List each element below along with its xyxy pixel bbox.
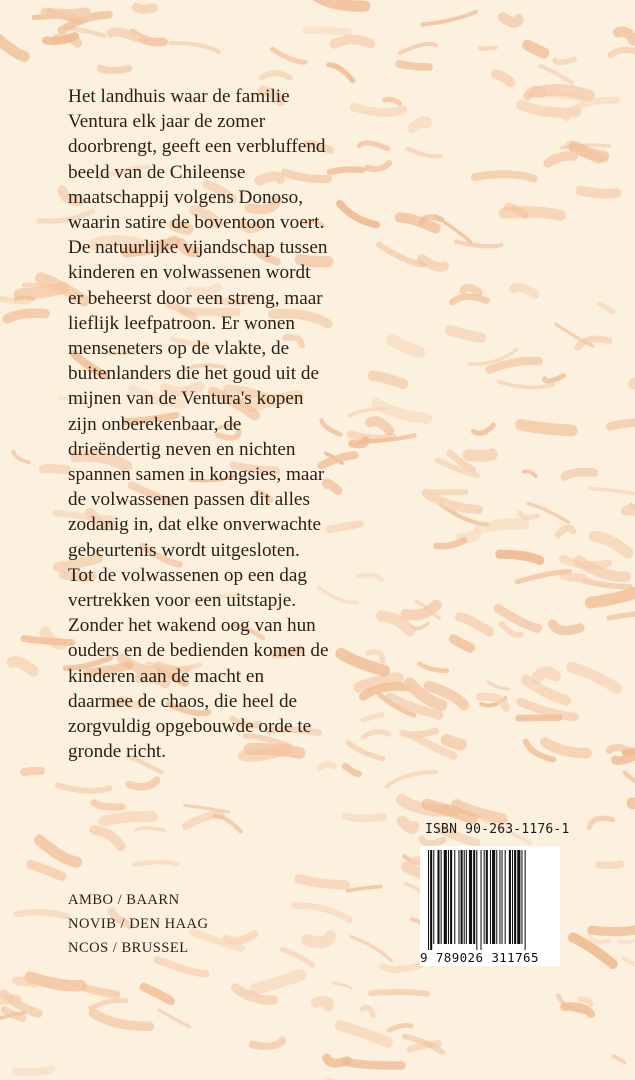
blurb-line: lieflijk leefpatroon. Er wonen [68,312,295,334]
texture-stroke [626,510,635,514]
texture-stroke [460,617,490,632]
publisher-list [68,888,209,960]
texture-stroke [537,672,555,678]
barcode-bar [502,850,503,944]
texture-stroke [456,241,501,246]
texture-stroke [503,17,518,22]
blurb-line: buitenlanders die het goud uit de [68,363,319,385]
texture-stroke [412,624,428,629]
texture-stroke [500,554,540,560]
texture-stroke [504,212,560,215]
blurb-line: zodanig in, dat elke onverwachte [68,514,322,536]
blurb-line: mijnen van de Ventura's kopen [68,388,304,410]
blurb-line: maatschappij volgens Donoso, [68,186,304,208]
blurb-text [68,84,378,764]
texture-stroke [589,818,613,827]
texture-stroke [12,661,33,671]
texture-stroke [272,49,304,62]
texture-stroke [591,591,635,602]
texture-stroke [488,682,508,689]
texture-stroke [379,245,423,265]
texture-stroke [595,536,628,552]
texture-stroke [347,1062,402,1066]
texture-stroke [384,99,399,103]
texture-stroke [100,68,128,70]
texture-stroke [475,174,534,178]
texture-stroke [574,147,603,157]
texture-stroke [226,934,254,941]
texture-stroke [420,664,447,671]
texture-stroke [16,297,34,299]
barcode-bar [486,850,488,944]
texture-stroke [348,887,381,891]
texture-stroke [383,965,421,970]
barcode-bar [461,850,463,944]
texture-stroke [611,50,635,55]
texture-stroke [555,59,574,62]
texture-stroke [502,624,521,635]
texture-stroke [377,404,427,419]
texture-stroke [362,1007,373,1015]
texture-stroke [345,766,358,774]
texture-stroke [157,960,206,974]
texture-stroke [94,1013,150,1026]
texture-stroke [545,376,564,381]
texture-stroke [537,90,589,95]
texture-stroke [450,330,481,337]
texture-stroke [256,975,301,989]
texture-stroke [407,149,440,157]
texture-stroke [320,764,334,768]
blurb-line: Het landhuis waar de familie [68,86,290,107]
texture-stroke [625,773,635,788]
texture-stroke [528,45,544,53]
barcode-bar [521,850,522,944]
texture-stroke [618,32,633,40]
texture-stroke [572,667,617,688]
texture-stroke [262,73,290,78]
blurb-line: zorgvuldig opgebouwde orde te [68,716,312,738]
texture-stroke [371,992,427,994]
texture-stroke [104,816,152,821]
texture-stroke [610,422,635,426]
publisher-ncos: NCOS / BRUSSEL [68,940,189,956]
barcode-bar [499,850,500,944]
texture-stroke [392,341,419,353]
barcode-bar [496,850,497,944]
barcode-bar [512,850,513,944]
texture-stroke [0,36,24,57]
barcode-bar [514,850,516,944]
texture-stroke [31,864,62,876]
texture-stroke [329,65,353,81]
texture-stroke [565,472,594,476]
texture-stroke [24,639,72,643]
texture-stroke [316,1001,328,1006]
texture-stroke [185,805,229,812]
texture-stroke [58,785,110,791]
texture-stroke [16,1069,52,1072]
texture-stroke [135,862,177,865]
texture-stroke [469,454,492,456]
texture-stroke [496,74,510,82]
texture-stroke [463,287,479,292]
texture-stroke [345,816,383,818]
texture-stroke [437,540,464,546]
texture-stroke [94,830,121,846]
texture-stroke [94,803,122,807]
texture-stroke [556,324,593,346]
blurb-line: spannen samen in kongsies, maar [68,464,325,486]
isbn-block [420,822,570,965]
texture-stroke [523,471,535,476]
texture-stroke [453,297,487,302]
texture-stroke [623,958,635,978]
publisher-novib: NOVIB / DEN HAAG [68,916,209,932]
blurb-line: er beheerst door een streng, maar [68,287,323,309]
blurb-line: daarmee de chaos, die heel de [68,690,298,712]
texture-stroke [422,259,444,267]
blurb-line: doorbrengt, geeft een verbluffend [68,136,326,158]
texture-stroke [136,828,164,830]
texture-stroke [580,191,616,194]
texture-stroke [548,156,573,163]
barcode-bar [509,850,511,944]
blurb-line: zijn onberekenbaar, de [68,413,242,435]
texture-stroke [159,1010,189,1027]
texture-stroke [513,287,535,294]
texture-stroke [545,743,587,754]
texture-stroke [521,425,572,431]
texture-stroke [282,949,312,965]
texture-stroke [558,528,573,535]
barcode-bar [433,850,434,944]
texture-stroke [299,879,345,885]
texture-stroke [402,821,414,828]
texture-stroke [599,864,621,865]
texture-stroke [334,40,370,44]
barcode [420,846,560,966]
texture-stroke [625,750,635,753]
isbn-label: ISBN 90-263-1176-1 [425,822,570,837]
blurb-line: de volwassenen passen dit alles [68,489,310,511]
barcode-bar [454,850,455,944]
texture-stroke [613,1056,624,1062]
barcode-bar [458,850,459,944]
texture-stroke [540,66,572,83]
texture-stroke [615,755,635,760]
barcode-bar [444,850,447,944]
texture-stroke [46,36,75,41]
texture-stroke [352,937,392,961]
texture-stroke [16,981,35,983]
barcode-bar [448,850,449,944]
barcode-bar [464,850,465,944]
blurb-line: drieëndertig neven en nichten [68,438,296,460]
texture-stroke [389,1025,411,1030]
barcode-bar [437,850,439,944]
texture-stroke [609,612,635,618]
texture-stroke [13,452,29,463]
texture-stroke [24,771,41,772]
texture-stroke [473,425,493,433]
texture-stroke [454,639,470,648]
texture-stroke [529,504,569,523]
texture-stroke [85,988,116,994]
texture-stroke [426,493,478,510]
blurb-line: ouders en de bedienden komen de [68,640,329,662]
barcode-bar [476,850,477,950]
texture-stroke [479,524,524,529]
barcode-bar [428,850,429,950]
texture-stroke [619,939,635,942]
texture-stroke [307,936,330,942]
texture-stroke [563,574,583,578]
blurb-line: Ventura elk jaar de zomer [68,111,266,133]
blurb-line: De natuurlijke vijandschap tussen [68,237,328,259]
texture-stroke [7,313,45,319]
texture-stroke [340,1026,388,1043]
texture-stroke [590,488,635,494]
texture-stroke [403,731,436,735]
texture-stroke [553,624,580,631]
barcode-bar [466,850,467,944]
texture-stroke [400,44,436,53]
texture-stroke [45,12,85,14]
barcode-bar [505,850,506,944]
barcode-digits: 9 789026 311765 [420,950,539,965]
blurb-line: kinderen aan de macht en [68,665,265,687]
texture-stroke [144,987,171,1001]
publisher-ambo: AMBO / BAARN [68,892,180,908]
texture-stroke [252,1040,282,1046]
texture-stroke [215,816,241,831]
texture-stroke [399,64,429,67]
blurb-line: menseneters op de vlakte, de [68,338,290,360]
texture-stroke [40,840,77,862]
blurb-line: Tot de volwassenen op een dag [68,564,307,586]
barcode-bar [450,850,452,944]
barcode-bar [441,850,442,944]
texture-stroke [111,32,135,38]
texture-stroke [412,121,426,128]
texture-stroke [136,7,153,9]
barcode-bar [484,850,485,944]
blurb-line: vertrekken voor een uitstapje. [68,590,297,612]
texture-stroke [447,740,461,745]
blurb-line: waarin satire de boventoon voert. [68,212,325,234]
blurb-line: gebeurtenis wordt uitgesloten. [68,539,300,561]
barcode-bar [469,850,472,944]
texture-stroke [129,780,157,787]
barcode-bar [473,850,475,944]
texture-stroke [526,680,566,701]
barcode-bar [430,850,432,950]
texture-stroke [387,772,437,786]
blurb-line: Zonder het wakend oog van hun [68,615,316,637]
texture-stroke [422,839,443,844]
texture-stroke [406,605,437,615]
texture-stroke [91,1000,126,1008]
barcode-bar [525,850,526,950]
blurb-line: gronde richt. [68,741,167,763]
barcode-bar [481,850,482,950]
texture-stroke [592,929,635,932]
barcode-bar [492,850,495,944]
texture-stroke [520,513,537,518]
texture-stroke [423,12,476,25]
texture-stroke [295,906,349,920]
blurb-line: beeld van de Chileense [68,161,246,183]
texture-stroke [43,469,66,470]
texture-stroke [17,912,67,916]
texture-stroke [480,48,495,49]
texture-stroke [334,983,351,988]
barcode-bar [490,850,491,944]
texture-stroke [313,0,365,6]
barcode-bar [517,850,520,944]
texture-stroke [599,304,612,311]
texture-stroke [171,43,219,52]
barcode-bars [428,850,552,950]
blurb-line: kinderen en volwassenen wordt [68,262,311,284]
texture-stroke [306,30,348,32]
